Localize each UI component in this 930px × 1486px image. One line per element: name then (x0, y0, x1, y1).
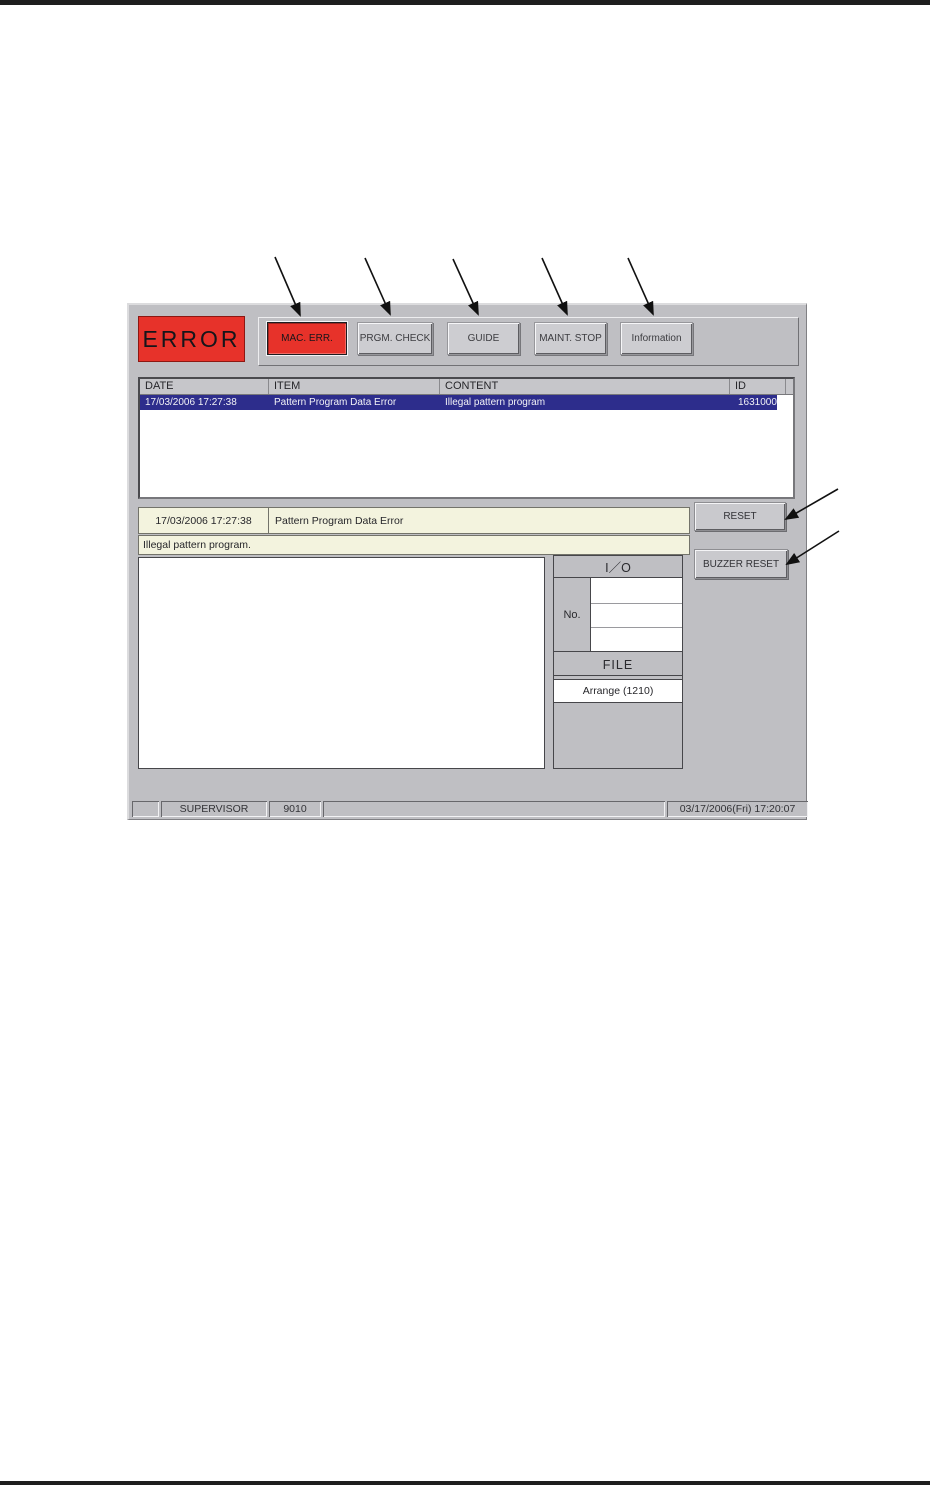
buzzer-reset-button[interactable]: BUZZER RESET (694, 549, 788, 579)
io-header: I／O (554, 556, 682, 578)
status-segment-blank (132, 801, 159, 817)
io-file-panel (553, 555, 683, 769)
cell-date: 17/03/2006 17:27:38 (145, 397, 237, 408)
cell-item: Pattern Program Data Error (274, 397, 397, 408)
file-header: FILE (554, 654, 682, 676)
status-message (323, 801, 665, 817)
tab-maint-stop[interactable]: MAINT. STOP (534, 322, 607, 355)
cell-id: 1631000 (738, 397, 777, 408)
tab-prgm-check[interactable]: PRGM. CHECK (357, 322, 433, 355)
error-table-header (140, 379, 793, 395)
cell-content: Illegal pattern program (445, 397, 546, 408)
io-number-field-1 (591, 578, 682, 604)
file-value: Arrange (1210) (554, 679, 682, 703)
column-header-spacer (786, 379, 793, 394)
page-bottom-rule (0, 1481, 930, 1485)
column-header-item: ITEM (269, 379, 440, 394)
tab-information[interactable]: Information (620, 322, 693, 355)
status-bar (131, 799, 806, 819)
no-label: No. (554, 578, 591, 652)
guide-message-area (138, 557, 545, 769)
machine-error-screen (127, 303, 807, 820)
column-header-date: DATE (140, 379, 269, 394)
column-header-id: ID (730, 379, 786, 394)
table-row-selected[interactable] (140, 395, 777, 410)
tab-guide[interactable]: GUIDE (447, 322, 520, 355)
page-top-rule (0, 0, 930, 5)
detail-error-description: Illegal pattern program. (138, 535, 690, 555)
detail-timestamp: 17/03/2006 17:27:38 (138, 507, 269, 534)
status-datetime: 03/17/2006(Fri) 17:20:07 (667, 801, 808, 817)
detail-error-title: Pattern Program Data Error (268, 507, 690, 534)
io-number-field-3 (591, 628, 682, 652)
io-number-field-2 (591, 604, 682, 628)
tab-mac-err[interactable]: MAC. ERR. (267, 322, 347, 355)
error-banner: ERROR (138, 316, 245, 362)
status-user: SUPERVISOR (161, 801, 267, 817)
reset-button[interactable]: RESET (694, 502, 786, 531)
error-list-table (138, 377, 795, 499)
column-header-content: CONTENT (440, 379, 730, 394)
status-machine-code: 9010 (269, 801, 321, 817)
